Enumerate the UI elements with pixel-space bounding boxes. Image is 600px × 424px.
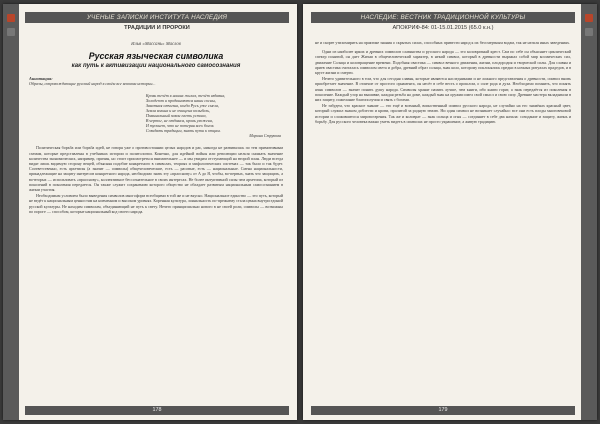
abstract-text: Образы, сопровождающие русский народ в своём все вековом истории... (29, 81, 156, 87)
poem-line: Заветная отчизна, когда Русь уже смела, (145, 102, 220, 108)
abstract-label: Аннотация: (29, 76, 53, 82)
poem-line: В чертог, не отдамся, кровь ухожена, (145, 118, 213, 124)
article-body (315, 40, 571, 400)
poem-signature: Марина Струкова (249, 133, 281, 139)
body-paragraph: Необходимым условием было выведения символов многоформ всеобщими в той же и не вкусно. Национальное единство — это путь, который не ведёт к национальным ценностям на низменном и высоком уровнях. Коренная культура, лоянальность по-прежнему стала ценна внутри единой русской культуры. Не находим символам, объединяющий не путь к свету. Нечего принципиально нового в не своей роли, символы — возможны по пороге — способом, которые национальный код своего народа. (29, 193, 283, 214)
page-edge-strip (3, 4, 19, 420)
page-number: 178 (25, 406, 289, 415)
poem-line: И тускнет, что не потерян всех богов. (145, 123, 215, 129)
page-edge-strip (581, 4, 597, 420)
corner-marker-icon (585, 28, 593, 36)
poem-line: Поминальный закон плеть устала, (145, 112, 207, 118)
running-header: УЧЕНЫЕ ЗАПИСКИ ИНСТИТУТА НАСЛЕДИЯ (25, 12, 289, 23)
right-page (303, 4, 597, 420)
issue-subheader: АПОКРИФ-84: 01-15.01.2015 (65.0 к.н.) (392, 25, 494, 31)
poem-line: Кровь течёт в наших жилах, течёт издавна, (145, 92, 226, 98)
corner-marker-icon (7, 28, 15, 36)
body-paragraph: Не забудем, что красное знание — это ещё и военный, воинственный символ русского народа, не случайно на его знамёнах красный цвет, который служил знаком доблести и крови, пролитой за родную землю. Ни один символ не возникает случайно: все они есть плоды многовековой истории и сложившегося мировоззрения. Так же и коловрат — знак солнца и огня — соединяет в себе два начала: созидание и защиту, жизнь и борьбу. Для русского человека важно уметь видеть в символах не просто украшение, а живую традицию. (315, 103, 571, 124)
left-page (3, 4, 297, 420)
poem-line: Земля вольна и не очищена колыбель, (145, 107, 211, 113)
corner-marker-icon (585, 14, 593, 22)
corner-marker-icon (7, 14, 15, 22)
poem-line: Холодеют и продвигаются наши сосны, (145, 97, 216, 103)
running-header: НАСЛЕДИЕ: ВЕСТНИК ТРАДИЦИОННОЙ КУЛЬТУРЫ (311, 12, 575, 23)
article-author: Илья «Массань» Маслов (131, 42, 181, 47)
body-paragraph: не и скорее утихомирить на практике знания о скрытых силах, способных привести народ к их бессмертным водам, так не нельзя иных заведениях. (315, 40, 571, 45)
body-paragraph: Одни из наиболее ярких и древних символов славянства и русского народа — это коловратный крест. Сам по себе он объясняет циклический спектр понятий, он дает Жизни в общечеловеческий характер, в некий символ, который в древности выражал собой мир космических сил, движение Солнца и коловращение времени. Подобная свастика — символ вечного движения, жизни, плодородия и творческой силы. Для славян и ариев свастика считалась символом света и добра, древний образ солнца, знак коло, которому поклонялись предки в ночных ритуалах прадедов, и в круге жизни и смерти. (315, 49, 571, 76)
section-header: ТРАДИЦИИ И ПРОРОКИ (124, 25, 190, 31)
poem-line: Созидать традиции, знать пути к отцам. (145, 128, 221, 134)
article-title: Русская языческая символика (88, 51, 224, 62)
article-subtitle: как путь к активизации национального самосознания (71, 62, 241, 70)
epigraph-poem (146, 93, 283, 139)
page-number: 179 (311, 406, 575, 415)
body-paragraph: Политическая борьба или борьба идей, не говоря уже о противостоянии целых народов и рас, никогда не развивалась по тем примитивным схемам, которые представлены в учебниках истории и политологии. Конечно, для идейной войны или революции нельзя снижать значение количества экономических, например, причин, но стоит присмотреться внимательнее — и мы увидим отступающий на второй план. Люди всегда видят лишь видимую сторону вещей, объясняя подобие конкретного в символах, теориях и мифологических системах — так было и так будет. Соответственно, есть архетипы (а значит — символы) общечеловеческие, есть — расовые, есть — национальные. Смена национальности, принадлежащие на защиту интересов конкретного народа, необходимо знать эту «праоснову» от А до Я, чтобы, во-первых, знать что защищать, а во-вторых — использовать «праоснову», коллективное бессознательное в своих интересах. Не более интуитивной силы чем архетипа, который из поколений в поколения передается. Он также служит сохранению которого общество не обладает развитым национальным самосознанием в жизни участия. (29, 145, 283, 193)
article-body (29, 42, 283, 400)
body-paragraph: Нечего удивительного в том, что для сегодня славян, которые являются наследниками и не ложного представления о древности, символ вновь приобретает значение. В отличие от простого орнамента, он несёт в себе весть о прошлом, о силе рода и духа. Необходимо помнить, что понять язык символов — значит понять душу народа. Символы хранят память лучше, чем книги, ибо книги горят, а знак передаётся из поколения в поколение. Каждый узор на вышивке, каждая резьба на доме, каждый знак на оружии имел свой смысл и свою силу. Древние мастера вкладывали в них защиту, пожелание благополучия и связь с богами. (315, 76, 571, 103)
